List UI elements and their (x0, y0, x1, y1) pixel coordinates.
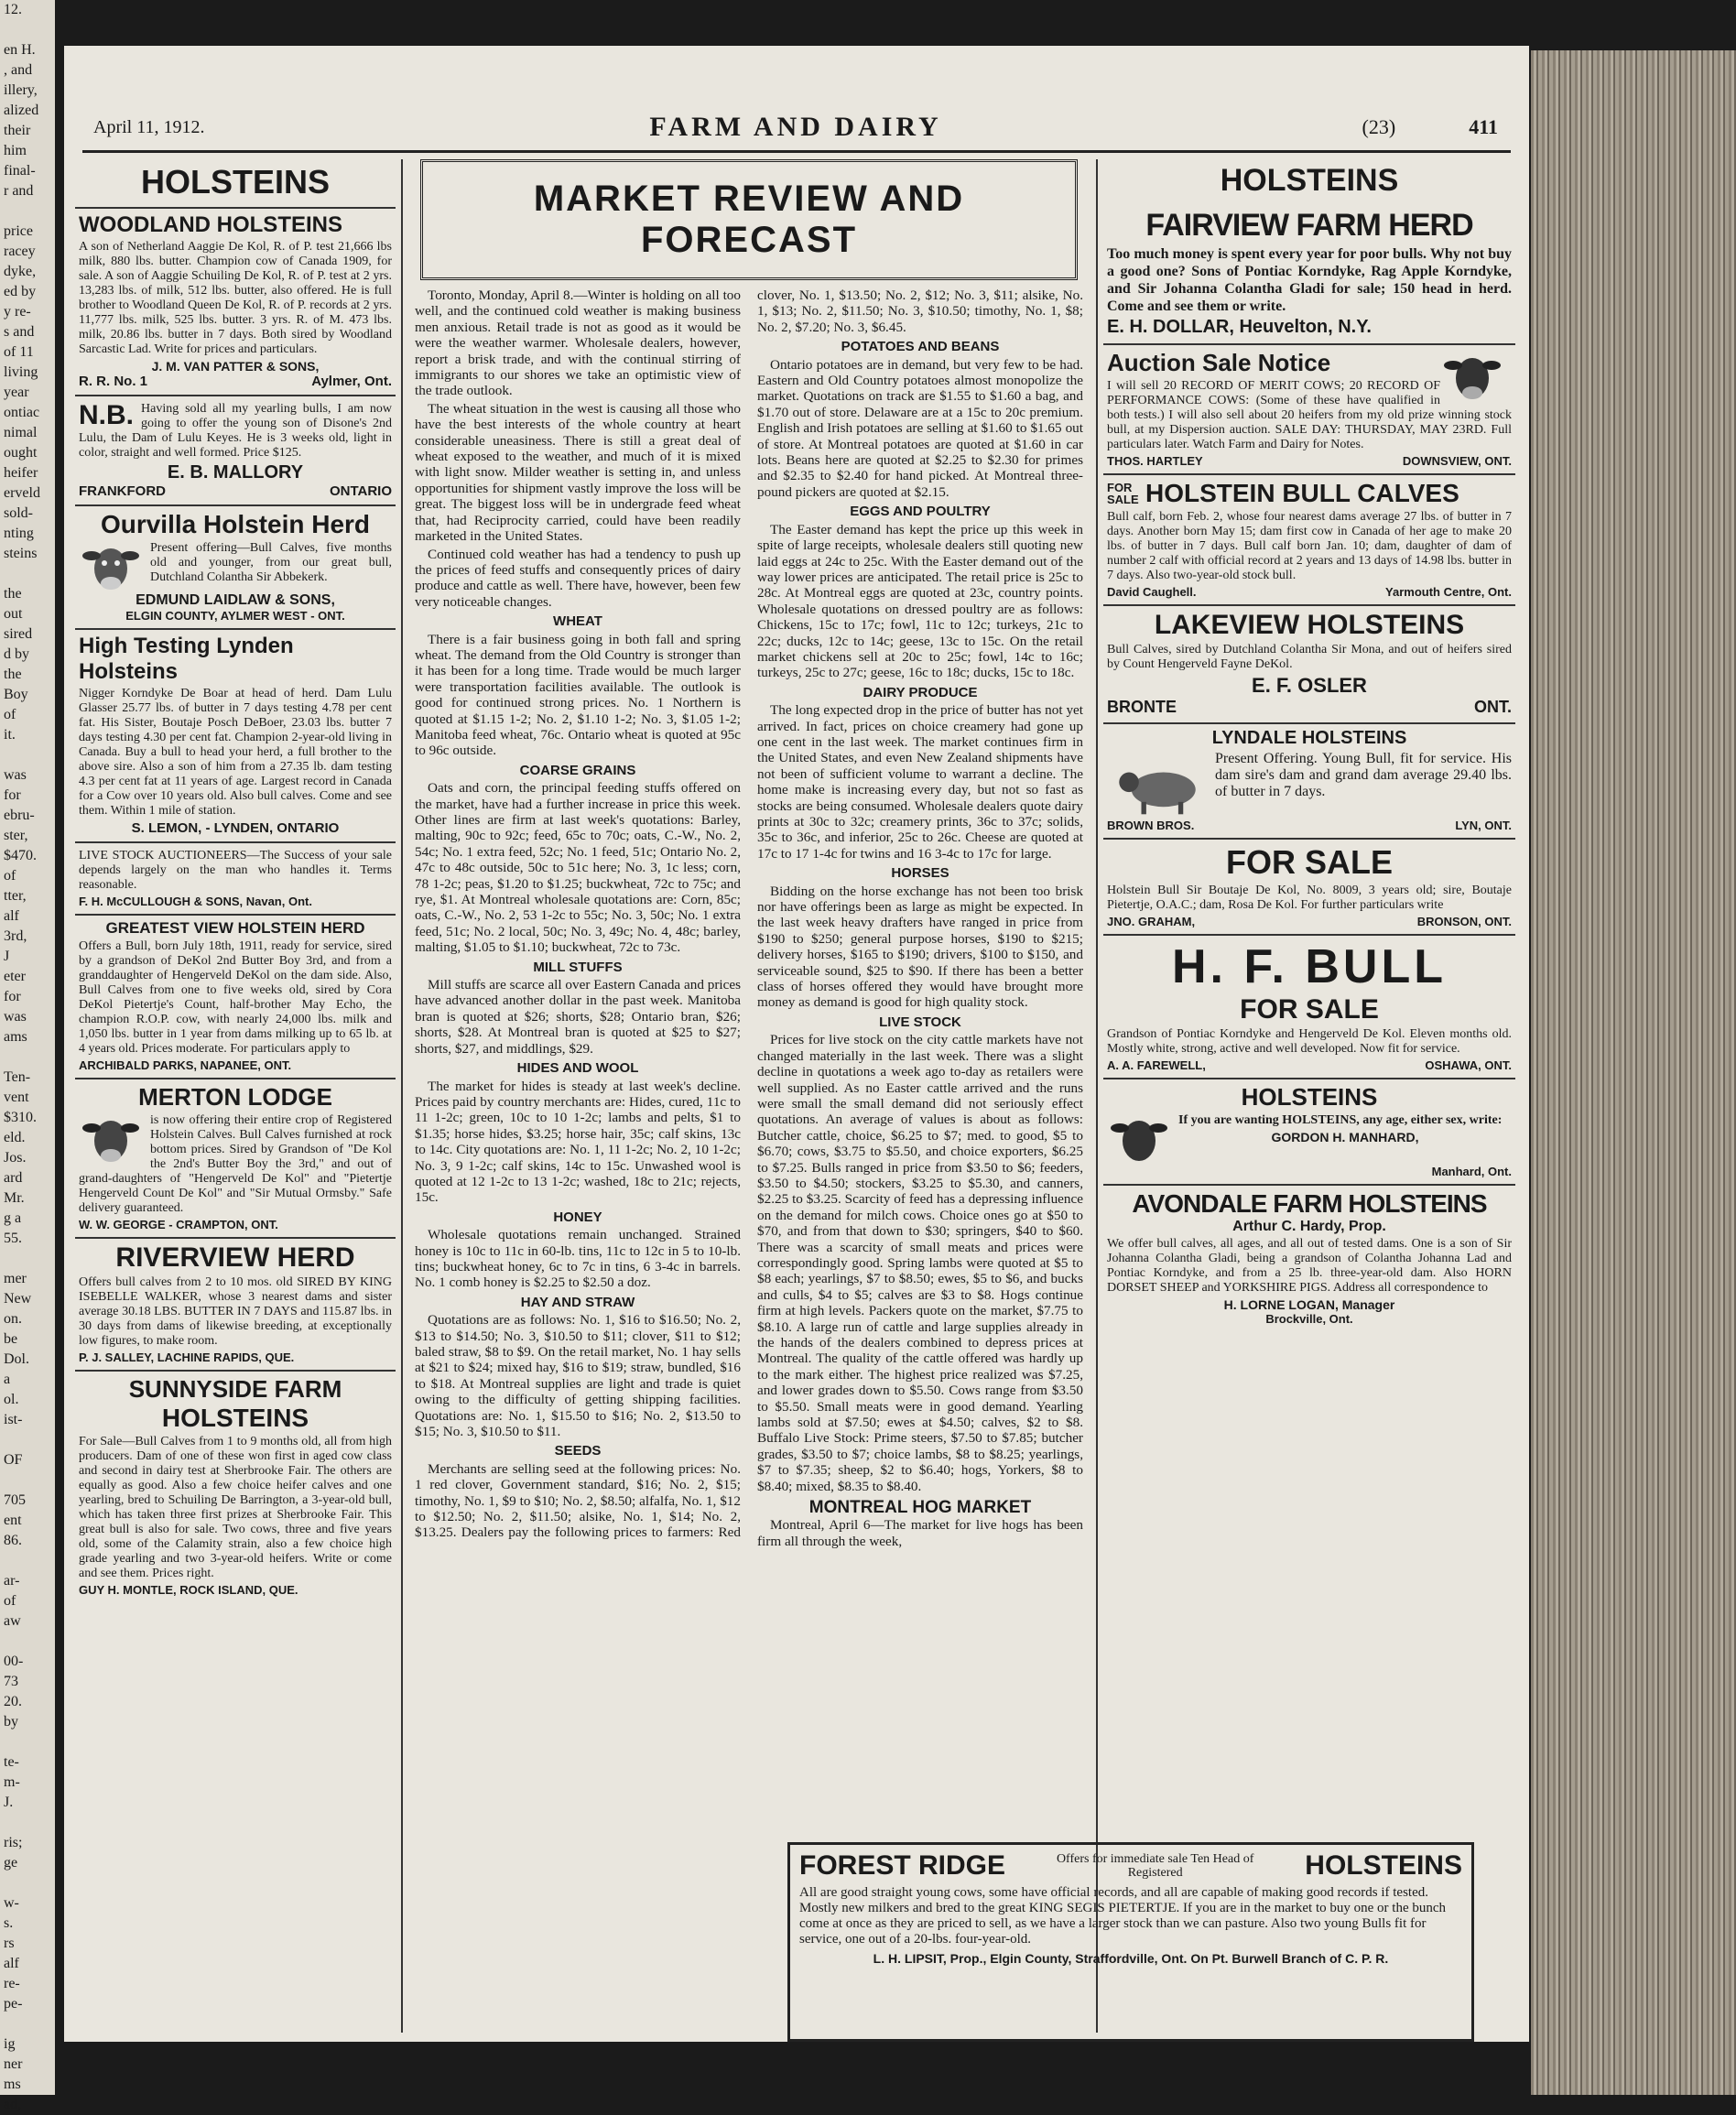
ad-text: Nigger Korndyke De Boar at head of herd. Dam Lulu Glasser 25.77 lbs. of butter in 7 days testing 4.78 per cent fat. His Sister, Boutaje Posch DeBoer, 23.03 lbs. butter 7 days testing 4.30 per cent fat. Champion 2-year-old living in Canada. Buy a bull to head your herd, a full brother to the above sire. Also a son of him from a 27.35 lb. dam testing 4.3 per cent fat at 11 years of age. Largest record in Canada for a Cow over 10 years old. Also bull calves. Come and see them. Within 1 mile of station. (79, 687, 392, 818)
ad-footer: L. H. LIPSIT, Prop., Elgin County, Straffordville, Ont. On Pt. Burwell Branch of C. P. R. (873, 1951, 1389, 1966)
section-heading: HOLSTEINS (1220, 163, 1399, 198)
cow-icon (1107, 753, 1208, 817)
gutter-line: alf (4, 908, 19, 924)
ad-owner: EDMUND LAIDLAW & SONS, (136, 592, 335, 608)
gutter-line (0, 2014, 55, 2034)
market-section-heading: EGGS AND POULTRY (850, 504, 991, 520)
gutter-line: re- (4, 1976, 20, 1991)
market-section-text: Mill stuffs are scarce all over Eastern Canada and prices have advanced another dollar in the past week. Manitoba bran is quoted at $26; shorts, $28; Ontario bran, $26; shorts, $28. At Montreal bran is quoted at $25 to $27; shorts, $27, and middlings, $29. (415, 977, 741, 1057)
gutter-line: ontiac (4, 405, 40, 420)
gutter-line: tter, (4, 888, 27, 904)
gutter-line (0, 1430, 55, 1450)
gutter-line: ner (4, 2056, 23, 2072)
gutter-line: of (4, 707, 16, 722)
ad-owner: F. H. McCULLOUGH & SONS, Navan, Ont. (79, 895, 312, 908)
ad-address: A. A. FAREWELL, OSHAWA, ONT. (1107, 1058, 1512, 1072)
market-section-heading: MILL STUFFS (533, 959, 623, 975)
gutter-line: $310. (4, 1110, 37, 1125)
gutter-line: him (4, 143, 27, 158)
gutter-line: be (4, 1331, 18, 1347)
cow-head-icon (1107, 1115, 1171, 1163)
gutter-line: te- (4, 1754, 19, 1770)
ad-address: S. LEMON, - LYNDEN, ONTARIO (131, 820, 340, 836)
gutter-line (0, 1732, 55, 1752)
ad-owner: GUY H. MONTLE, ROCK ISLAND, QUE. (79, 1583, 298, 1597)
market-section-heading: HORSES (891, 865, 949, 882)
ad-address: THOS. HARTLEY DOWNSVIEW, ONT. (1107, 454, 1512, 468)
gutter-line: nting (4, 526, 34, 541)
ad-text: If you are wanting HOLSTEINS, any age, either sex, write: (1178, 1113, 1503, 1127)
riverview-ad (75, 1239, 396, 1372)
gutter-line: en H. (4, 42, 36, 58)
gutter-line: living (4, 364, 38, 380)
ad-text: Offers a Bull, born July 18th, 1911, ready for service, sired by a grandson of DeKol 2nd Butter Boy 3rd, and from a granddaughter of Hengerveld DeKol on the dam side. Also, Bull Calves from one to five weeks old, sired by Cora DeKol Pietertje's Count, half-brother May Echo, the champion R.O.P. cow, with nearly 24,000 lbs. milk and 1,050 lbs. butter in 1 year from dams milking up to 65 lb. at 4 years old. Prices moderate. For particulars apply to (79, 939, 392, 1056)
gutter-line (0, 1632, 55, 1652)
market-section-text: Bidding on the horse exchange has not been too brisk nor have offerings been as large as might be expected. In the last week heavy drafters have ranged in price from $190 to $250; general purpose horses, $190 to $215; delivery horses, $165 to $190; drivers, $100 to $150, and serviceable sound, $25 to $90. If there has been a better class of horses offered they would have brought more money as demand is good for high quality stock. (757, 883, 1083, 1011)
market-section-text: Quotations are as follows: No. 1, $16 to $16.50; No. 2, $13 to $14.50; No. 3, $10.50 to $11; clover, $11 to $12; baled straw, $8 to $9. On the retail market, No. 1 hay sells at $21 to $24; mixed hay, $16 to $19; straw, bundled, $16 to $18. At Montreal supplies are light and trade is quiet owing to the difficulty of getting shipping facilities. Quotations are: No. 1, $15.50 to $16; No. 2, $13.50 to $15; No. 3, $10.50 to $11. (415, 1312, 741, 1440)
ad-title: WOODLAND HOLSTEINS (79, 212, 342, 237)
market-section-heading: LIVE STOCK (879, 1014, 961, 1030)
cow-head-icon (79, 1115, 143, 1163)
ad-title: N.B. (79, 400, 134, 430)
newspaper-page (64, 46, 1529, 2042)
holsteins-heading-ad (75, 159, 396, 209)
market-section-text: Prices for live stock on the city cattle markets have not changed materially in the last week. There was a slight decline in quotations a week ago to-day as retailers were well supplied. As no Easter cattle arrived and the runs were small the small demand did not seriously effect quotations. An average of values is about as follows: Butcher cattle, choice, $6.25 to $7; med. to good, $5 to $6.70; cows, $3.75 to $5.50, and choice exporters, $6.25 to $7.25. Bulls ranged in price from $3.50 to $6; feeders, $3.50 to $4.50; stockers, $3.25 to $5.30, and canners, $2.25 to $3.25. Scarcity of feed has a depressing influence on the demand for milch cows. Choice ones go at $50 to $70, and from that down to $30; springers, $40 to $60. There was a scarcity of small meats and prices were correspondingly good. Spring lambs were quoted at $5 to $8 each; yearlings, $7 to $8.50; ewes, $5 to $6, and bucks and culls, $4 to $5; calves are $3 to $8. Hogs continue firm at high levels. Packers quote on the market, $7.75 to $8.10. A large run of cattle and large supplies already in the hands of the dealers combined to depress prices at Montreal. The quality of the cattle offered was hardly up to the mark either. The highest price realized was $7.25, and lower grades down to $5.50. Cows range from $3.50 to $5.50. Small meats were in good demand. Yearling lambs sold at $7.50; ewes at $4.50; calves, $2 to $8. Buffalo Live Stock: Prime steers, $7.50 to $7.85; butcher grades, $3.50 to $7; choice lambs, $8 to $8.25; yearlings, $7 to $7.35; sheep, $2 to $6.40; hogs, Yorkers, $8 to $8.40; mixed, $8.35 to $8.40. (757, 1032, 1083, 1494)
ad-owner: E. B. MALLORY (167, 462, 304, 483)
ad-subtitle: Arthur C. Hardy, Prop. (1232, 1219, 1386, 1234)
ad-text: All are good straight young cows, some have official records, and all are capable of making good records if tested. Mostly new milkers and bred to the great KING SEGIS PIETERTJE. If you are in the market to buy one or the bunch come at once as they are priced to sell, as we have a larger stock than we can pasture. Also two young Bulls fit for service, one out of a 20-lbs. four-year-old. (799, 1885, 1447, 1947)
ad-text: I will sell 20 RECORD OF MERIT COWS; 20 RECORD OF PERFORMANCE COWS: (Some of these have qualified in both tests.) I will also sell about 20 heifers from my old prize winning stock bull, at my Dispersion auction. SALE DAY: THURSDAY, MAY 23RD. Full particulars later. Watch Farm and Dairy for Notes. (1107, 379, 1512, 451)
gutter-line: sired (4, 626, 33, 642)
market-section-text: The Easter demand has kept the price up this week in spite of large receipts, wholesale dealers still quoting new laid eggs at 24c to 25c. With the Easter demand out of the way lower prices are anticipated. The retail price is 25c to 28c. At Montreal eggs are quoted at 23c, country points. Wholesale quotations on dressed poultry are as follows: Chickens, 15c to 17c; fowl, 11c to 12c; turkeys, 21c to 22c; ducks, 12c to 14c; geese, 13c to 15c. On the retail market chickens sell at 20c to 25c; fowl, 14c to 16c; turkeys, 25c to 27c; geese, 16c to 18c; ducks, 15c to 18c. (757, 521, 1083, 681)
gutter-line (0, 201, 55, 222)
lynden-ad (75, 630, 396, 843)
gutter-line: 12. (4, 2, 22, 17)
gutter-line: ster, (4, 828, 28, 843)
gutter-line: year (4, 385, 29, 400)
gutter-line: it. (4, 727, 16, 743)
ad-title: FOREST RIDGE (799, 1850, 1006, 1881)
gutter-line: ge (4, 1855, 18, 1871)
market-section-text: There is a fair business going in both fall and spring wheat. The demand from the Old Country is stronger than it has been for a long time. Trade would be much larger were transportation facilities available. The outlook is good for continued strong prices. No. 1 Northern is quoted at $1.15 1-2; No. 2, $1.10 1-2; No. 3, $1.05 1-2; Manitoba feed wheat, 76c. Ontario wheat is quoted at 95c to 96c outside. (415, 631, 741, 759)
ad-text: Present Offering. Young Bull, fit for service. His dam sire's dam and grand dam average 29.40 lbs. of butter in 7 days. (1215, 751, 1512, 799)
gutter-line: nimal (4, 425, 38, 440)
gutter-line: s and (4, 324, 35, 340)
ad-title: FOR SALE (1225, 843, 1393, 881)
gutter-line: ris; (4, 1835, 23, 1850)
cow-head-icon (1440, 352, 1504, 400)
issue-date: April 11, 1912. (93, 117, 205, 137)
gutter-line: ebru- (4, 808, 35, 823)
ad-title: HOLSTEIN BULL CALVES (1145, 479, 1459, 507)
auction-ad (1103, 345, 1515, 475)
ad-subtitle: HOLSTEINS (161, 1404, 309, 1432)
gutter-line: illery, (4, 82, 38, 98)
gutter-line: ent (4, 1513, 22, 1528)
gutter-line: m- (4, 1774, 20, 1790)
auctioneers-ad (75, 843, 396, 916)
gutter-line: ad, (4, 2097, 22, 2112)
ad-title: H. F. BULL (1172, 940, 1447, 993)
ad-owner: ARCHIBALD PARKS, NAPANEE, ONT. (79, 1058, 292, 1072)
column-rule (1096, 159, 1098, 2033)
cow-head-icon (79, 543, 143, 591)
gutter-line: d by (4, 646, 29, 662)
ad-address: David Caughell. Yarmouth Centre, Ont. (1107, 585, 1512, 599)
graham-ad (1103, 840, 1515, 936)
adjacent-page-gutter (0, 0, 55, 2112)
market-section-heading: HAY AND STRAW (520, 1294, 635, 1310)
right-ad-column (1103, 159, 1515, 2034)
gutter-line: Boy (4, 687, 28, 702)
ad-title: FAIRVIEW FARM HERD (1145, 208, 1473, 243)
market-review-body (407, 287, 1090, 1936)
gutter-line: OF (4, 1452, 23, 1468)
gutter-line: Jos. (4, 1150, 27, 1166)
gutter-line: a (4, 1372, 11, 1387)
ad-address: Manhard, Ont. (1431, 1165, 1512, 1178)
gutter-line: out (4, 606, 23, 622)
header-rule (82, 150, 1511, 153)
ad-text: Bull calf, born Feb. 2, whose four nearest dams average 27 lbs. of butter in 7 days. Another born May 15; dam first cow in Canada of her age to make 20 lbs. of butter in 7 days. Bull calf born Jan. 10; dam, daughter of dam of number 2 calf with official record at 2 years and 13 days of 14.98 lbs. butter in 7 days. Also two-year-old stock bull. (1107, 510, 1512, 582)
gutter-line: 705 (4, 1492, 26, 1508)
avondale-ad (1103, 1186, 1515, 1331)
market-section-heading: SEEDS (554, 1443, 602, 1459)
woodland-ad (75, 209, 396, 396)
gutter-line: Dol. (4, 1351, 29, 1367)
forest-ridge-ad (787, 1842, 1474, 2042)
gutter-line (0, 1047, 55, 1068)
gutter-line: $470. (4, 848, 37, 863)
ad-owner: GORDON H. MANHARD, (1271, 1130, 1419, 1144)
gutter-line: steins (4, 546, 38, 561)
gutter-line: ig (4, 2036, 16, 2052)
gutter-line: ar- (4, 1573, 20, 1589)
gutter-line: ol. (4, 1392, 19, 1407)
ad-address: JNO. GRAHAM, BRONSON, ONT. (1107, 915, 1512, 928)
market-section-heading: COARSE GRAINS (519, 762, 636, 778)
market-section-text: The wheat situation in the west is causing all those who have the best interests of the whole country at heart considerable uneasiness. There is still a great deal of wheat exposed to the weather, and much of it is mixed with light snow. Milder weather is setting in, and unless opportunities for shipment vastly improve the loss will be great. The biggest loss will be in undergrade feed wheat that, had Reciprocity carried, could have been readily marketed in the United States. (415, 400, 741, 545)
market-section-text: Continued cold weather has had a tendency to push up the prices of feed stuffs and consequently prices of dairy produce and cattle as well. There have, however, been few very noticeable changes. (415, 546, 741, 610)
gutter-line: g a (4, 1210, 22, 1226)
ad-text: Holstein Bull Sir Boutaje De Kol, No. 8009, 3 years old; sire, Boutaje Pietertje, O.A.C.; dam, Rosa De Kol. For further particulars write (1107, 884, 1512, 912)
ad-text: For Sale—Bull Calves from 1 to 9 months old, all from high producers. Dam of one of these won first in aged cow class and second in dairy test at Sherbrooke Fair. The others are equally as good. Also a few choice heifer calves and one yearling, bred to Schuiling De Barrington, a 3-year-old bull, which has taken three first prizes at Sherbrooke Fair. This great bull is also for sale. Two cows, three and five years old, some of the Calamity strain, also a few choice high grade yearling and two 3-year-old heifers. Write or come and see them. Prices right. (79, 1435, 392, 1580)
ad-title: RIVERVIEW HERD (115, 1242, 355, 1273)
market-section-text: Merchants are selling seed at the following prices: No. 1 red clover, Government standard, $16; No. 2, $15; timothy, No. 1, $9 to $10; No. 2, $8.50; alfalfa, No. 1, $12 to $12.50; No. 2, $11.50; alsike, No. 1, $14; No. 2, $13.25. Dealers pay the following prices to farmers: Red clover, No. 1, $13.50; No. 2, $12; No. 3, $11; alsike, No. 1, $13; No. 2, $11.50; No. 3, $10.50; timothy, No. 1, $8; No. 2, $7.20; No. 3, $6.45. (415, 287, 1083, 1541)
page-number: (23) 411 (1362, 115, 1498, 138)
gutter-line: alf (4, 1956, 19, 1971)
ad-title: SUNNYSIDE FARM (128, 1375, 342, 1403)
ad-title: Auction Sale Notice (1107, 349, 1331, 376)
ad-owner: W. W. GEORGE - CRAMPTON, ONT. (79, 1218, 278, 1231)
market-section-heading: HONEY (553, 1209, 602, 1225)
page-header (93, 110, 1498, 146)
gutter-line: Mr. (4, 1190, 25, 1206)
market-section-text: The market for hides is steady at last week's decline. Prices paid by country merchants are: Hides, cured, 11c to 11 1-2c; green, 10c to 10 1-2c; lambs and pelts, $1 to $1.35; horse hides, $3.25; horse hair, 35c; calf skins, 13c to 14c. City quotations are: No. 1, 11 1-2c; No. 2, 10 1-2c; No. 3, 9 1-2c; calf skins, 14c to 15c. Unwashed wool is quoted at 12 1-2c to 13 1-2c; washed, 18c to 21c; rejects, 15c. (415, 1078, 741, 1206)
gutter-line: 73 (4, 1674, 18, 1689)
gutter-line: alized (4, 103, 39, 118)
gutter-line (0, 20, 55, 40)
gutter-line (0, 1813, 55, 1833)
ad-subtitle: FOR SALE (1240, 994, 1379, 1025)
market-section-text: Ontario potatoes are in demand, but very few to be had. Eastern and Old Country potatoes almost monopolize the market. Quotations on track are $1.55 to $1.60 a bag, and $1.70 out of store. Delaware are at a 15c to 20c premium. English and Irish potatoes are selling at $1.60 to $1.65 out of store. At Montreal potatoes are quoted at $1.60 in car lots. Beans here are quoted at $2.25 to $2.30 for primes and $2.35 to $2.40 for hand picked. At Montreal three-pound pickers are quoted at $2.15. (757, 356, 1083, 500)
ad-text: Present offering—Bull Calves, five months old and younger, from our great bull, Dutchland Colantha Sir Abbekerk. (150, 541, 392, 584)
gutter-line: of (4, 1593, 16, 1609)
market-section-text: Oats and corn, the principal feeding stuffs offered on the market, have had a further increase in price this week. Other lines are firm at last week's quotations: Barley, malting, 90c to 92c; feed, 65c to 70c; oats, C.-W., No. 2, 54c; No. 1 extra feed, 52c; No. 1 feed, 51c; Ontario No. 2, 47c to 48c outside, 50c to 51c here; No. 3, 1c less; corn, 78 1-2c; peas, $1.20 to $1.25; buckwheat, 72c to 75c; and rye, $1. At Montreal wholesale quotations are: Corn, 85c; oats, C.-W., No. 2, 53 1-2c to 55c; No. 3, 50c; No. 1 extra feed, 51c; No. 2 local, 50c; No. 3, 49c; No. 4, 48c; barley, malting, $1.05 to $1.10; buckwheat, 72c to 73c. (415, 780, 741, 956)
gutter-line: ms (4, 2077, 21, 2092)
market-section-heading: HIDES AND WOOL (516, 1060, 639, 1077)
ad-title: LYNDALE HOLSTEINS (1211, 728, 1407, 748)
market-section-heading: MONTREAL HOG MARKET (808, 1498, 1032, 1518)
gutter-line: ed by (4, 284, 37, 299)
gutter-line: eld. (4, 1130, 26, 1145)
gutter-line: the (4, 586, 22, 602)
market-section-text: Toronto, Monday, April 8.—Winter is holding on all too well, and the continued cold weather is making business men anxious. Retail trade is not as good as it would be were the weather warmer. Wholesale dealers, however, report a brisk trade, and with the continual stirring of immigrants to our shores we take an optimistic view of the trade outlook. (415, 287, 741, 399)
gutter-line: s. (4, 1915, 14, 1931)
merton-lodge-ad (75, 1079, 396, 1239)
gutter-line: was (4, 767, 27, 783)
lyndale-ad (1103, 724, 1515, 840)
ad-address: ELGIN COUNTY, AYLMER WEST - ONT. (125, 609, 345, 623)
gutter-line: eter (4, 969, 26, 984)
gutter-line: was (4, 1009, 27, 1025)
masthead-title: FARM AND DAIRY (649, 112, 942, 142)
ad-text: Having sold all my yearling bulls, I am now going to offer the young son of Disone's 2nd Lulu, the Dam of Lulu Keyes. He is 3 weeks old, light in color, straight and well formed. Price $125. (79, 402, 392, 460)
gutter-line: J (4, 949, 10, 964)
market-section-heading: WHEAT (553, 613, 602, 630)
gutter-line (0, 1470, 55, 1491)
gutter-line: on. (4, 1311, 22, 1327)
holsteins-heading-ad (1103, 159, 1515, 204)
market-section-heading: DAIRY PRODUCE (863, 684, 978, 700)
gutter-line: 55. (4, 1231, 22, 1246)
gutter-line: mer (4, 1271, 27, 1286)
gutter-line (0, 1551, 55, 1571)
gutter-line: , and (4, 62, 33, 78)
manhard-ad (1103, 1079, 1515, 1186)
gutter-line: final- (4, 163, 36, 179)
gutter-line: ams (4, 1029, 27, 1045)
gutter-line: for (4, 989, 21, 1004)
lakeview-ad (1103, 606, 1515, 724)
ad-title: LAKEVIEW HOLSTEINS (1154, 610, 1465, 640)
gutter-line (0, 745, 55, 765)
ad-title: MERTON LODGE (138, 1083, 332, 1111)
gutter-line: aw (4, 1613, 21, 1629)
gutter-line: New (4, 1291, 32, 1307)
ad-title: High Testing Lynden Holsteins (79, 634, 294, 684)
gutter-line (0, 1249, 55, 1269)
left-ad-column (75, 159, 396, 2034)
market-section-text: The long expected drop in the price of butter has not yet arrived. In fact, prices on choice creamery had gone up one cent in the last week. The market continues firm in the United States, and even New Zealand shipments have not been of sufficient volume to warrant a decline. The home make is increasing every day, but not so fast as stocks are being consumed. Wholesale dealers quote dairy prints at 30c to 32c; creamery prints, 36c to 37c; solids, 35c to 36c, and inferior, 25c to 26c. Cheese are quoted at 17c to 17 1-4c for twins and 16 3-4c to 17c for large. (757, 702, 1083, 862)
gutter-line: ist- (4, 1412, 23, 1427)
ad-text: We offer bull calves, all ages, and all out of tested dams. One is a son of Sir Johanna Colantha Gladi, being a grandson of Colantha Johanna Lad and Pontiac Korndyke, and from a 25 lb. three-year-old dam. Also HORN DORSET SHEEP and YORKSHIRE PIGS. Address all correspondence to (1107, 1237, 1512, 1295)
ad-owner: E. F. OSLER (1252, 674, 1367, 697)
ad-owner: P. J. SALLEY, LACHINE RAPIDS, QUE. (79, 1350, 295, 1364)
ad-text: Too much money is spent every year for poor bulls. Why not buy a good one? Sons of Pontiac Korndyke, Rag Apple Korndyke, and Sir Johanna Colantha Gladi for sale; 150 head in herd. Come and see them or write. (1107, 246, 1512, 314)
gutter-line: of 11 (4, 344, 34, 360)
gutter-line: vent (4, 1090, 29, 1105)
hf-bull-ad (1103, 936, 1515, 1079)
market-review-column (407, 159, 1090, 2034)
ad-text: Grandson of Pontiac Korndyke and Hengerveld De Kol. Eleven months old. Mostly white, strong, active and well developed. Now fit for service. (1107, 1027, 1512, 1056)
ourvilla-ad (75, 506, 396, 630)
mallory-ad (75, 396, 396, 506)
gutter-line: heifer (4, 465, 38, 481)
ad-address: FRANKFORD ONTARIO (79, 483, 392, 499)
market-section-heading: POTATOES AND BEANS (841, 339, 1000, 355)
market-review-title: MARKET REVIEW AND FORECAST (420, 159, 1078, 280)
gutter-line: 3rd, (4, 928, 27, 944)
gutter-line: r and (4, 183, 34, 199)
gutter-line: dyke, (4, 264, 37, 279)
ad-text: A son of Netherland Aaggie De Kol, R. of P. test 21,666 lbs milk, 880 lbs. butter. Champion cow of Canada 1909, for sale. A son of Aaggie Schuiling De Kol, R. of P. test at 2 yrs. 13,283 lbs. of milk, 512 lbs. butter, also offered. He is full brother to Woodland Queen De Kol, R. of P. records at 2 yrs. 11,777 lbs. milk, 525 lbs. butter. 3 yrs. R. of M. 473 lbs. milk, 20.86 lbs. butter in 7 days. Both sired by Woodland Sarcastic Lad. Write for prices and particulars. (79, 240, 392, 356)
gutter-line (0, 564, 55, 584)
book-spine-edge (1531, 50, 1736, 2095)
ad-address: Brockville, Ont. (1265, 1312, 1353, 1326)
ad-text: Bull Calves, sired by Dutchland Colantha Sir Mona, and out of heifers sired by Count Hengerveld Fayne DeKol. (1107, 643, 1512, 671)
market-section-text: Montreal, April 6—The market for live hogs has been firm all through the week, (757, 1517, 1083, 1549)
ad-text: LIVE STOCK AUCTIONEERS—The Success of your sale depends largely on the man who handles it. Terms reasonable. (79, 849, 392, 892)
ad-title: Ourvilla Holstein Herd (100, 510, 371, 538)
gutter-line: J. (4, 1795, 14, 1810)
gutter-line: Ten- (4, 1069, 31, 1085)
gutter-line: the (4, 667, 22, 682)
gutter-line: price (4, 223, 33, 239)
gutter-line: their (4, 123, 31, 138)
for-sale-tag: FOR SALE (1107, 481, 1139, 506)
ad-title: GREATEST VIEW HOLSTEIN HERD (105, 919, 365, 937)
gutter-line: for (4, 787, 21, 803)
ad-owner: E. H. DOLLAR, Heuvelton, N.Y. (1107, 317, 1372, 337)
gutter-line: w- (4, 1895, 19, 1911)
bull-calves-ad (1103, 475, 1515, 606)
ad-address: BRONTE ONT. (1107, 698, 1512, 716)
gutter-line: rs (4, 1936, 15, 1951)
ad-text: is now offering their entire crop of Registered Holstein Calves. Bull Calves furnished at rock bottom prices. Sired by Grandson of "De Kol the 2nd's Butter Boy the 3rd," and out of grand-daughters of "Hengerveld De Kol" and "Pietertje Hengerveld Count De Kol" and "Sir Mutual Ormsby." Safe delivery guaranteed. (79, 1113, 392, 1215)
ad-owner: J. M. VAN PATTER & SONS, (151, 359, 320, 374)
greatest-view-ad (75, 916, 396, 1079)
gutter-line: 86. (4, 1533, 22, 1548)
gutter-line: ard (4, 1170, 23, 1186)
gutter-line (0, 1873, 55, 1893)
gutter-line: sold- (4, 505, 33, 521)
gutter-line: 00- (4, 1654, 24, 1669)
gutter-line: ought (4, 445, 38, 461)
ad-address: BROWN BROS. LYN, ONT. (1107, 819, 1512, 832)
ad-title-right: HOLSTEINS (1305, 1850, 1462, 1881)
section-heading: HOLSTEINS (140, 163, 330, 201)
ad-title: AVONDALE FARM HOLSTEINS (1132, 1189, 1487, 1218)
gutter-line: by (4, 1714, 18, 1730)
gutter-line: racey (4, 244, 36, 259)
ad-owner: H. LORNE LOGAN, Manager (1223, 1297, 1395, 1312)
market-section-text: Wholesale quotations remain unchanged. Strained honey is 10c to 11c in 60-lb. tins, 11c to 12c in 5 to 10-lb. tins; buckwheat honey, 6c to 7c in tins, 6 3-4c in barrels. No. 1 comb honey is $2.25 to $2.50 a doz. (415, 1227, 741, 1291)
ad-offer: Offers for immediate sale Ten Head of Registered (1056, 1852, 1254, 1880)
gutter-line: of (4, 868, 16, 884)
gutter-line: 20. (4, 1694, 22, 1709)
ad-address: R. R. No. 1 Aylmer, Ont. (79, 374, 392, 389)
ad-text: Offers bull calves from 2 to 10 mos. old SIRED BY KING ISEBELLE WALKER, whose 3 nearest dams and sister average 30.18 LBS. BUTTER IN 7 DAYS and 115.87 lbs. in 30 days from dams of likewise breeding, at exceptionally low figures, to make room. (79, 1275, 392, 1348)
sunnyside-ad (75, 1372, 396, 1602)
gutter-line: pe- (4, 1996, 23, 2012)
gutter-line: erveld (4, 485, 40, 501)
ad-title: HOLSTEINS (1241, 1083, 1378, 1111)
column-rule (401, 159, 403, 2033)
fairview-ad (1103, 204, 1515, 345)
gutter-line: y re- (4, 304, 31, 320)
